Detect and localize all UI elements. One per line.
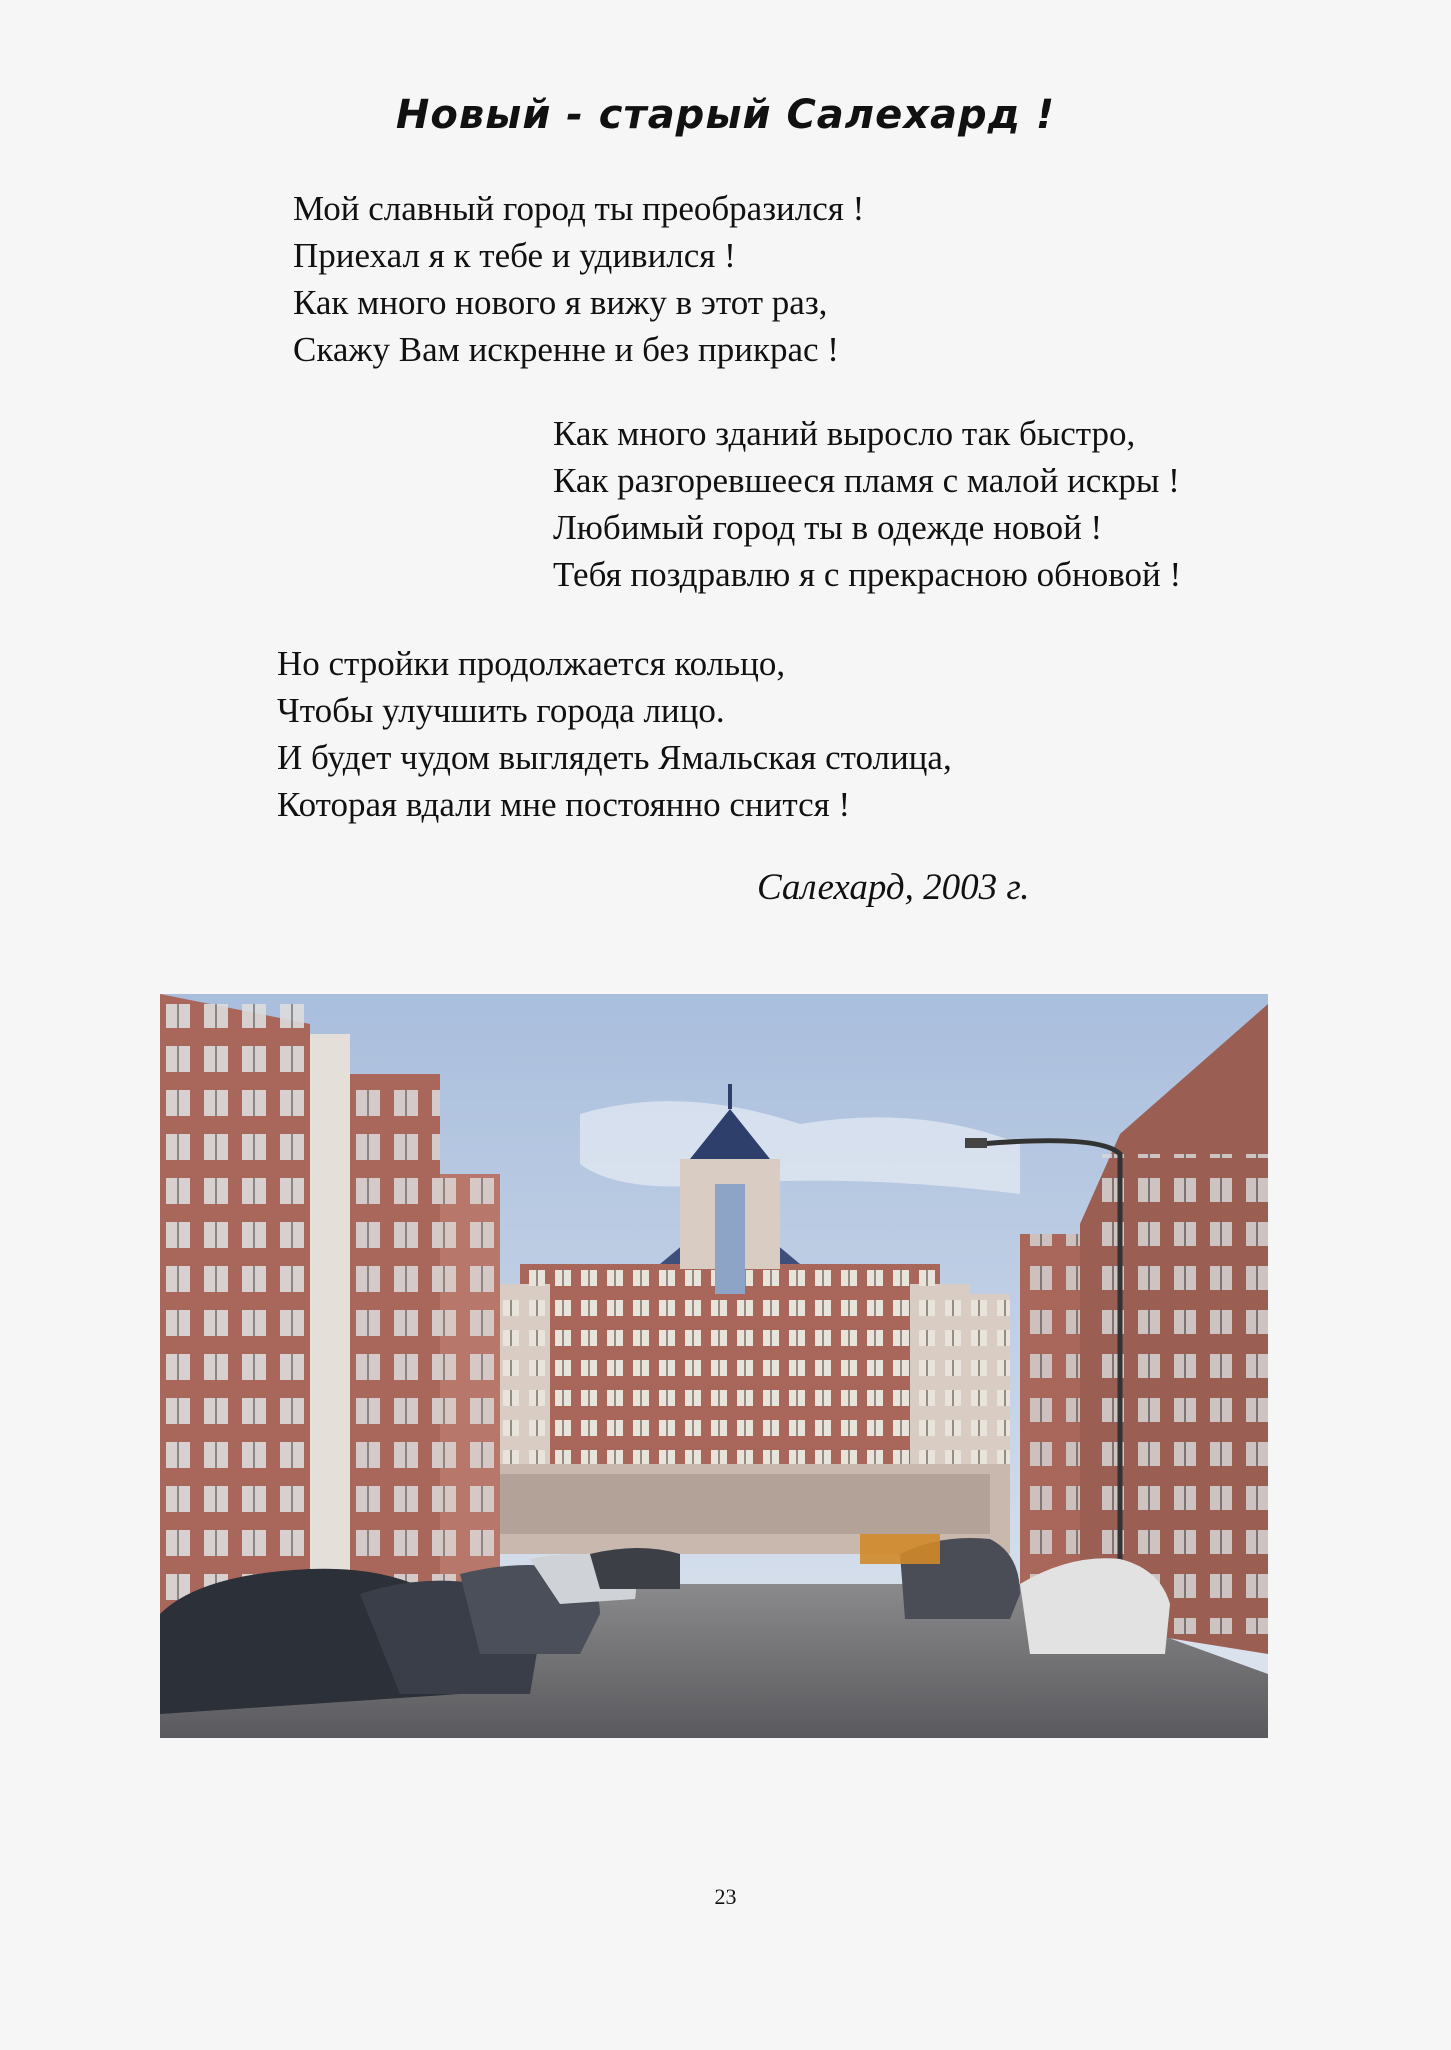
photo-illustration — [160, 994, 1268, 1738]
signature: Салехард, 2003 г. — [757, 867, 1030, 908]
poem-line: Приехал я к тебе и удивился ! — [293, 236, 736, 275]
city-street-photo — [160, 994, 1268, 1738]
poem-line: Тебя поздравлю я с прекрасною обновой ! — [553, 555, 1182, 594]
poem-line: Любимый город ты в одежде новой ! — [553, 508, 1103, 547]
poem-line: Но стройки продолжается кольцо, — [277, 644, 786, 683]
page-number: 23 — [714, 1884, 737, 1909]
poem-line: Как разгоревшееся пламя с малой искры ! — [553, 461, 1180, 500]
poem-line: И будет чудом выглядеть Ямальская столица, — [277, 738, 952, 777]
stanza-2 — [553, 410, 1181, 598]
poem-title: Новый - старый Салехард ! — [395, 92, 1056, 138]
poem-line: Чтобы улучшить города лицо. — [277, 691, 725, 730]
stanza-1 — [293, 185, 864, 373]
poem-line: Как много нового я вижу в этот раз, — [293, 283, 828, 322]
poem-line: Которая вдали мне постоянно снится ! — [277, 785, 851, 824]
poem-line: Мой славный город ты преобразился ! — [293, 189, 865, 228]
stanza-3 — [277, 640, 952, 828]
poem-line: Скажу Вам искренне и без прикрас ! — [293, 330, 839, 369]
poem-line: Как много зданий выросло так быстро, — [553, 414, 1136, 453]
